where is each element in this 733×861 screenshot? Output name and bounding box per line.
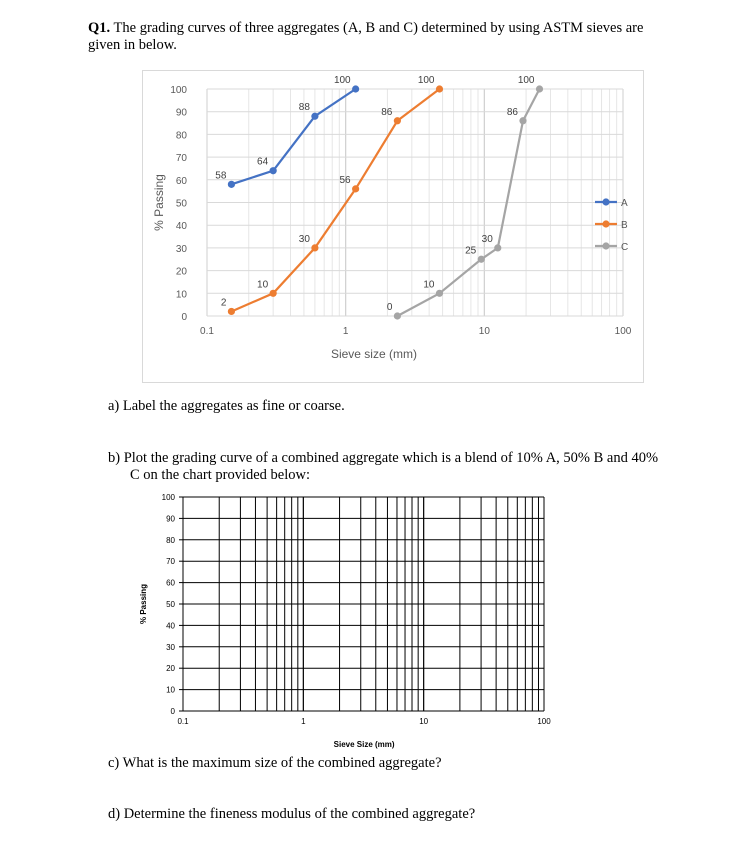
y-tick-label: 90 — [175, 107, 187, 119]
y-tick-label: 30 — [166, 642, 175, 652]
x-tick-label: 0.1 — [200, 326, 214, 337]
y-tick-label: 20 — [175, 266, 187, 278]
data-label-C: 25 — [465, 245, 477, 257]
data-point-A — [311, 113, 318, 120]
part-c: c) What is the maximum size of the combined aggregate? — [108, 755, 442, 771]
legend-label-A: A — [621, 198, 628, 209]
series-line-A — [231, 89, 355, 184]
data-point-B — [228, 308, 235, 315]
x-axis-title: Sieve Size (mm) — [333, 740, 395, 749]
series-line-B — [231, 89, 439, 312]
data-label-B: 100 — [417, 75, 435, 86]
x-axis-title: Sieve size (mm) — [330, 347, 417, 361]
data-label-A: 64 — [257, 156, 269, 168]
data-point-B — [352, 185, 359, 192]
data-label-C: 30 — [481, 233, 493, 245]
data-point-A — [352, 85, 359, 92]
data-point-B — [311, 244, 318, 251]
y-tick-label: 60 — [175, 175, 187, 187]
y-tick-label: 30 — [175, 243, 187, 255]
y-tick-label: 40 — [166, 621, 175, 631]
y-tick-label: 100 — [170, 85, 187, 96]
blank-grading-chart — [132, 487, 572, 752]
x-tick-label: 1 — [301, 717, 306, 726]
data-point-B — [270, 290, 277, 297]
y-tick-label: 80 — [166, 535, 175, 545]
question-line-2: given in below. — [88, 37, 177, 53]
y-tick-label: 70 — [175, 153, 187, 165]
y-tick-label: 80 — [175, 130, 187, 142]
data-point-C — [436, 290, 443, 297]
data-point-A — [270, 167, 277, 174]
data-label-B: 56 — [339, 174, 351, 186]
y-tick-label: 100 — [161, 493, 175, 502]
x-tick-label: 0.1 — [177, 717, 189, 726]
y-tick-label: 90 — [166, 514, 175, 524]
data-point-B — [394, 117, 401, 124]
data-label-A: 88 — [298, 102, 310, 114]
data-point-C — [394, 312, 401, 319]
x-tick-label: 100 — [614, 326, 632, 337]
x-tick-label: 1 — [342, 326, 349, 337]
y-tick-label: 40 — [175, 221, 187, 233]
x-tick-label: 100 — [537, 717, 551, 726]
data-point-C — [478, 256, 485, 263]
data-label-A: 100 — [333, 75, 351, 86]
legend-marker-C — [602, 242, 609, 249]
x-tick-label: 10 — [478, 326, 490, 337]
part-d: d) Determine the fineness modulus of the combined aggregate? — [108, 806, 476, 822]
y-tick-label: 60 — [166, 578, 175, 588]
data-point-C — [494, 244, 501, 251]
data-point-B — [436, 85, 443, 92]
y-tick-label: 50 — [166, 600, 175, 609]
y-tick-label: 10 — [166, 685, 175, 695]
y-axis-title: % Passing — [139, 583, 148, 625]
part-a: a) Label the aggregates as fine or coarse. — [108, 398, 345, 414]
y-tick-label: 70 — [166, 557, 175, 567]
data-label-C: 10 — [423, 279, 435, 291]
question-line-1: The grading curves of three aggregates (A, B and C) determined by using ASTM sieves are — [113, 20, 644, 36]
data-label-C: 0 — [386, 302, 393, 313]
legend-label-C: C — [621, 242, 629, 253]
data-label-C: 86 — [506, 106, 518, 118]
data-label-B: 2 — [220, 297, 227, 309]
legend-marker-B — [602, 220, 609, 227]
part-b-line-2: C on the chart provided below: — [130, 466, 310, 483]
data-label-C: 100 — [517, 75, 535, 86]
legend-marker-A — [602, 198, 609, 205]
data-point-C — [519, 117, 526, 124]
data-label-B: 30 — [298, 233, 310, 245]
grading-curves-svg — [143, 71, 643, 382]
question-number: Q1. — [88, 20, 111, 36]
x-tick-label: 10 — [419, 717, 429, 726]
data-label-A: 58 — [215, 170, 227, 182]
data-label-B: 10 — [257, 279, 269, 291]
y-tick-label: 10 — [175, 289, 187, 301]
part-b — [108, 450, 708, 483]
data-point-C — [536, 85, 543, 92]
y-tick-label: 20 — [166, 664, 175, 674]
y-tick-label: 0 — [170, 707, 175, 716]
grading-curves-chart — [142, 70, 644, 383]
data-point-A — [228, 181, 235, 188]
y-axis-title: % Passing — [152, 174, 166, 231]
legend-label-B: B — [621, 220, 628, 231]
y-tick-label: 0 — [181, 312, 187, 323]
question-text — [88, 20, 698, 54]
part-b-line-1: b) Plot the grading curve of a combined aggregate which is a blend of 10% A, 50% B and 40% — [108, 450, 659, 466]
blank-grading-svg — [132, 487, 572, 752]
y-tick-label: 50 — [175, 198, 187, 210]
data-label-B: 86 — [381, 106, 393, 118]
